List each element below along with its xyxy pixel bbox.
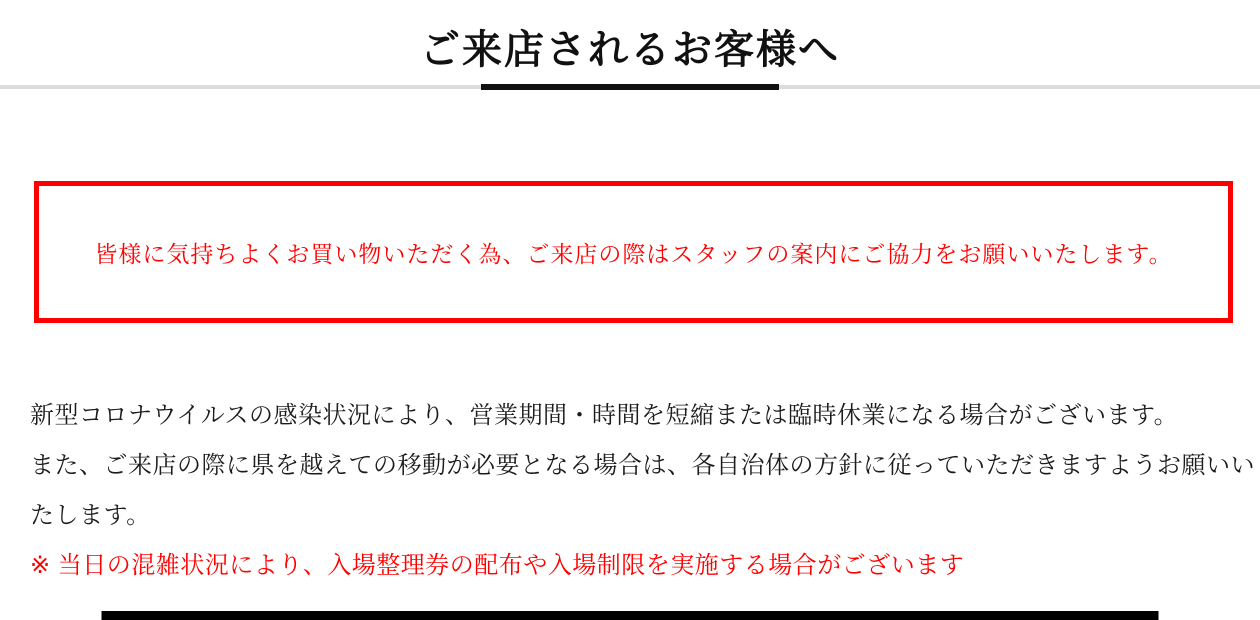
title-underline <box>481 84 779 90</box>
caution-note: ※ 当日の混雑状況により、入場整理券の配布や入場制限を実施する場合がございます <box>30 552 965 579</box>
notice-text: 皆様に気持ちよくお買い物いただく為、ご来店の際はスタッフの案内にご協力をお願いいたします。 <box>94 240 1173 267</box>
body-line-2: また、ご来店の際に県を越えての移動が必要となる場合は、各自治体の方針に従っていただきますようお願いい <box>30 452 1255 479</box>
body-paragraph <box>30 391 1255 591</box>
footer-bar <box>102 611 1159 620</box>
title-divider <box>0 85 1260 89</box>
body-line-3: たします。 <box>30 502 151 529</box>
page-header <box>0 0 1260 89</box>
notice-box <box>34 181 1233 323</box>
main-content <box>0 181 1260 591</box>
page-title: ご来店されるお客様へ <box>420 28 840 72</box>
body-line-1: 新型コロナウイルスの感染状況により、営業期間・時間を短縮または臨時休業になる場合がございます。 <box>30 402 1179 429</box>
